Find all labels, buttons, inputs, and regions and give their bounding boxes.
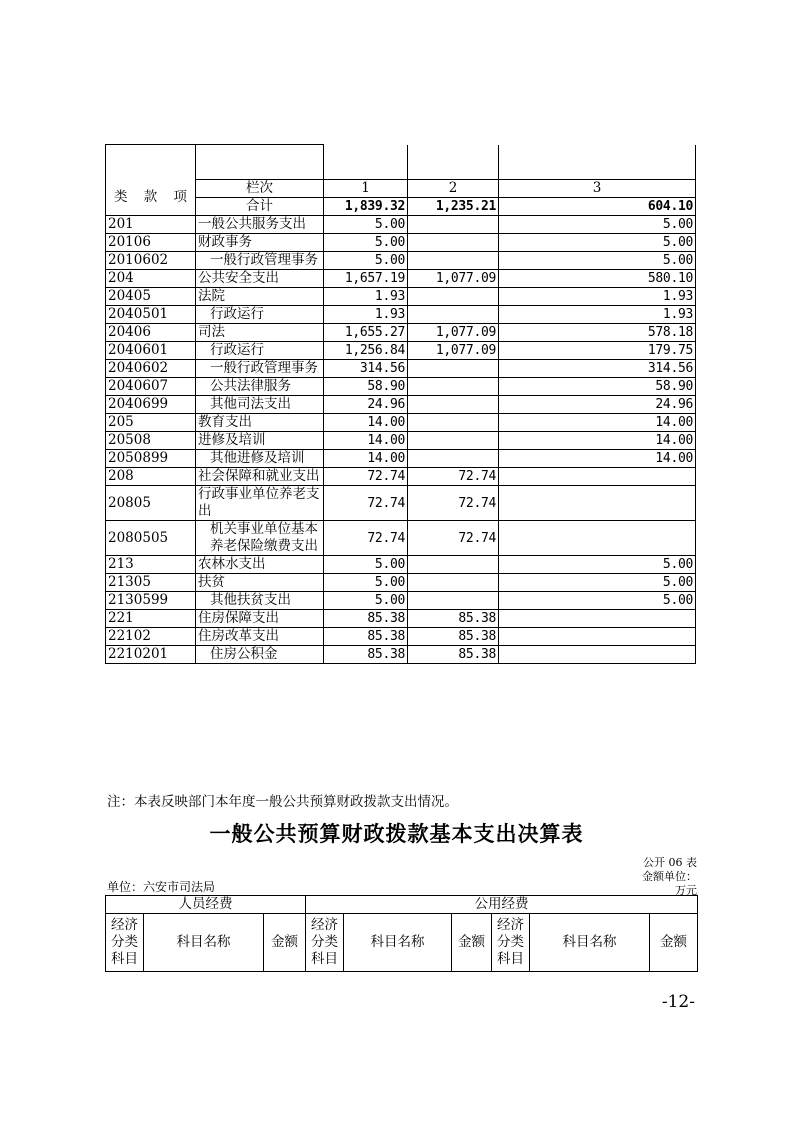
row-v2 bbox=[408, 592, 499, 610]
row-code: 208 bbox=[106, 468, 196, 486]
row-v3 bbox=[499, 521, 696, 556]
row-name: 行政运行 bbox=[196, 342, 324, 360]
row-code: 2080505 bbox=[106, 521, 196, 556]
row-v1: 1,655.27 bbox=[324, 324, 408, 342]
row-name: 住房公积金 bbox=[196, 646, 324, 664]
row-code: 204 bbox=[106, 270, 196, 288]
row-v3: 314.56 bbox=[499, 360, 696, 378]
row-v3: 578.18 bbox=[499, 324, 696, 342]
row-v2: 85.38 bbox=[408, 646, 499, 664]
table-row bbox=[106, 306, 696, 324]
table-row bbox=[106, 450, 696, 468]
row-v1: 14.00 bbox=[324, 450, 408, 468]
row-v3: 5.00 bbox=[499, 574, 696, 592]
row-name: 进修及培训 bbox=[196, 432, 324, 450]
row-name: 公共安全支出 bbox=[196, 270, 324, 288]
row-name: 法院 bbox=[196, 288, 324, 306]
page-number: -12- bbox=[661, 992, 695, 1012]
row-v1: 5.00 bbox=[324, 574, 408, 592]
row-code: 2040602 bbox=[106, 360, 196, 378]
header-col2: 2 bbox=[408, 180, 499, 198]
row-v2 bbox=[408, 216, 499, 234]
table-row bbox=[106, 414, 696, 432]
row-v3: 5.00 bbox=[499, 252, 696, 270]
header-kuan: 款 bbox=[136, 180, 166, 216]
total-v2: 1,235.21 bbox=[408, 198, 499, 216]
row-v3: 1.93 bbox=[499, 306, 696, 324]
row-code: 221 bbox=[106, 610, 196, 628]
table-row bbox=[106, 252, 696, 270]
row-name: 公共法律服务 bbox=[196, 378, 324, 396]
table-row bbox=[106, 646, 696, 664]
header-lei: 类 bbox=[106, 180, 136, 216]
table-row bbox=[106, 610, 696, 628]
group-header-row bbox=[106, 896, 698, 914]
row-v2: 85.38 bbox=[408, 628, 499, 646]
group-personnel: 人员经费 bbox=[106, 896, 306, 914]
basic-expenditure-table bbox=[105, 895, 698, 972]
row-v1: 5.00 bbox=[324, 592, 408, 610]
table-row bbox=[106, 486, 696, 521]
table-row bbox=[106, 556, 696, 574]
row-name: 财政事务 bbox=[196, 234, 324, 252]
row-name: 行政事业单位养老支出 bbox=[196, 486, 324, 521]
row-name: 住房保障支出 bbox=[196, 610, 324, 628]
row-v2 bbox=[408, 450, 499, 468]
col-name-1: 科目名称 bbox=[144, 914, 264, 972]
row-v3: 5.00 bbox=[499, 234, 696, 252]
table-row bbox=[106, 360, 696, 378]
row-v2: 85.38 bbox=[408, 610, 499, 628]
col-amount-2: 金额 bbox=[452, 914, 492, 972]
header-col3: 3 bbox=[499, 180, 696, 198]
col-amount-1: 金额 bbox=[264, 914, 306, 972]
row-v3 bbox=[499, 646, 696, 664]
unit-label-line1: 金额单位： bbox=[642, 870, 697, 883]
table-row bbox=[106, 234, 696, 252]
row-code: 2040607 bbox=[106, 378, 196, 396]
table-row bbox=[106, 324, 696, 342]
table-row bbox=[106, 378, 696, 396]
row-v3: 14.00 bbox=[499, 450, 696, 468]
row-v2 bbox=[408, 306, 499, 324]
row-v3: 14.00 bbox=[499, 432, 696, 450]
row-v3 bbox=[499, 468, 696, 486]
row-code: 20106 bbox=[106, 234, 196, 252]
row-code: 201 bbox=[106, 216, 196, 234]
header-col1: 1 bbox=[324, 180, 408, 198]
row-name: 农林水支出 bbox=[196, 556, 324, 574]
row-v1: 5.00 bbox=[324, 216, 408, 234]
row-v1: 58.90 bbox=[324, 378, 408, 396]
row-code: 21305 bbox=[106, 574, 196, 592]
row-name: 教育支出 bbox=[196, 414, 324, 432]
col-econ-3: 经济分类科目 bbox=[492, 914, 530, 972]
total-label: 合计 bbox=[196, 198, 324, 216]
row-code: 2040601 bbox=[106, 342, 196, 360]
table-row bbox=[106, 270, 696, 288]
row-name: 机关事业单位基本养老保险缴费支出 bbox=[196, 521, 324, 556]
row-v1: 14.00 bbox=[324, 414, 408, 432]
table-row bbox=[106, 592, 696, 610]
header-row bbox=[106, 180, 696, 198]
table-row bbox=[106, 468, 696, 486]
table-row bbox=[106, 432, 696, 450]
row-v2: 1,077.09 bbox=[408, 342, 499, 360]
row-v3: 1.93 bbox=[499, 288, 696, 306]
row-name: 司法 bbox=[196, 324, 324, 342]
row-v3: 5.00 bbox=[499, 216, 696, 234]
col-name-2: 科目名称 bbox=[344, 914, 452, 972]
row-v1: 24.96 bbox=[324, 396, 408, 414]
row-name: 住房改革支出 bbox=[196, 628, 324, 646]
header-lanci: 栏次 bbox=[196, 180, 324, 198]
row-v1: 1,256.84 bbox=[324, 342, 408, 360]
row-name: 社会保障和就业支出 bbox=[196, 468, 324, 486]
row-v3: 580.10 bbox=[499, 270, 696, 288]
row-v2 bbox=[408, 556, 499, 574]
row-name: 行政运行 bbox=[196, 306, 324, 324]
row-name: 一般行政管理事务 bbox=[196, 360, 324, 378]
row-v1: 314.56 bbox=[324, 360, 408, 378]
row-code: 20508 bbox=[106, 432, 196, 450]
expenditure-table bbox=[105, 144, 696, 664]
unit-label-line2: 万元 bbox=[675, 884, 697, 897]
row-name: 一般行政管理事务 bbox=[196, 252, 324, 270]
row-v1: 72.74 bbox=[324, 468, 408, 486]
table-row bbox=[106, 216, 696, 234]
row-code: 20406 bbox=[106, 324, 196, 342]
row-name: 其他司法支出 bbox=[196, 396, 324, 414]
row-code: 2010602 bbox=[106, 252, 196, 270]
row-v3: 5.00 bbox=[499, 556, 696, 574]
table-row bbox=[106, 521, 696, 556]
second-table-title: 一般公共预算财政拨款基本支出决算表 bbox=[209, 822, 584, 846]
row-v1: 72.74 bbox=[324, 486, 408, 521]
row-v2 bbox=[408, 414, 499, 432]
row-v2: 72.74 bbox=[408, 468, 499, 486]
table-row bbox=[106, 342, 696, 360]
row-v3 bbox=[499, 486, 696, 521]
table-code: 公开 06 表 bbox=[643, 856, 697, 869]
row-v1: 85.38 bbox=[324, 646, 408, 664]
table-row bbox=[106, 288, 696, 306]
table-row bbox=[106, 396, 696, 414]
row-name: 扶贫 bbox=[196, 574, 324, 592]
row-v1: 5.00 bbox=[324, 556, 408, 574]
row-v3: 5.00 bbox=[499, 592, 696, 610]
row-v3 bbox=[499, 610, 696, 628]
group-public: 公用经费 bbox=[306, 896, 698, 914]
row-v2 bbox=[408, 378, 499, 396]
row-v3: 58.90 bbox=[499, 378, 696, 396]
row-v2 bbox=[408, 574, 499, 592]
table-row bbox=[106, 574, 696, 592]
total-v1: 1,839.32 bbox=[324, 198, 408, 216]
row-name: 一般公共服务支出 bbox=[196, 216, 324, 234]
row-v1: 5.00 bbox=[324, 234, 408, 252]
row-v1: 85.38 bbox=[324, 628, 408, 646]
header-xiang: 项 bbox=[166, 180, 196, 216]
col-amount-3: 金额 bbox=[650, 914, 698, 972]
row-name: 其他扶贫支出 bbox=[196, 592, 324, 610]
row-code: 20805 bbox=[106, 486, 196, 521]
row-code: 213 bbox=[106, 556, 196, 574]
row-code: 2040501 bbox=[106, 306, 196, 324]
row-code: 2210201 bbox=[106, 646, 196, 664]
row-v2 bbox=[408, 234, 499, 252]
row-v3: 14.00 bbox=[499, 414, 696, 432]
row-v1: 1.93 bbox=[324, 306, 408, 324]
row-v1: 1,657.19 bbox=[324, 270, 408, 288]
row-v1: 1.93 bbox=[324, 288, 408, 306]
row-code: 22102 bbox=[106, 628, 196, 646]
row-code: 205 bbox=[106, 414, 196, 432]
row-v2: 72.74 bbox=[408, 521, 499, 556]
row-v2: 72.74 bbox=[408, 486, 499, 521]
col-econ-1: 经济分类科目 bbox=[106, 914, 144, 972]
row-code: 2130599 bbox=[106, 592, 196, 610]
row-code: 20405 bbox=[106, 288, 196, 306]
unit-name: 单位：六安市司法局 bbox=[107, 880, 216, 894]
row-v1: 14.00 bbox=[324, 432, 408, 450]
row-v2 bbox=[408, 396, 499, 414]
row-code: 2040699 bbox=[106, 396, 196, 414]
table-row bbox=[106, 628, 696, 646]
row-name: 其他进修及培训 bbox=[196, 450, 324, 468]
col-econ-2: 经济分类科目 bbox=[306, 914, 344, 972]
table-note: 注：本表反映部门本年度一般公共预算财政拨款支出情况。 bbox=[107, 794, 458, 810]
row-v1: 5.00 bbox=[324, 252, 408, 270]
row-v1: 85.38 bbox=[324, 610, 408, 628]
row-v3: 179.75 bbox=[499, 342, 696, 360]
header-blank-row bbox=[106, 145, 696, 180]
row-v2: 1,077.09 bbox=[408, 270, 499, 288]
total-v3: 604.10 bbox=[499, 198, 696, 216]
row-code: 2050899 bbox=[106, 450, 196, 468]
row-v2: 1,077.09 bbox=[408, 324, 499, 342]
col-name-3: 科目名称 bbox=[530, 914, 650, 972]
column-header-row bbox=[106, 914, 698, 972]
row-v2 bbox=[408, 288, 499, 306]
row-v2 bbox=[408, 252, 499, 270]
row-v3 bbox=[499, 628, 696, 646]
row-v2 bbox=[408, 432, 499, 450]
row-v1: 72.74 bbox=[324, 521, 408, 556]
row-v3: 24.96 bbox=[499, 396, 696, 414]
row-v2 bbox=[408, 360, 499, 378]
